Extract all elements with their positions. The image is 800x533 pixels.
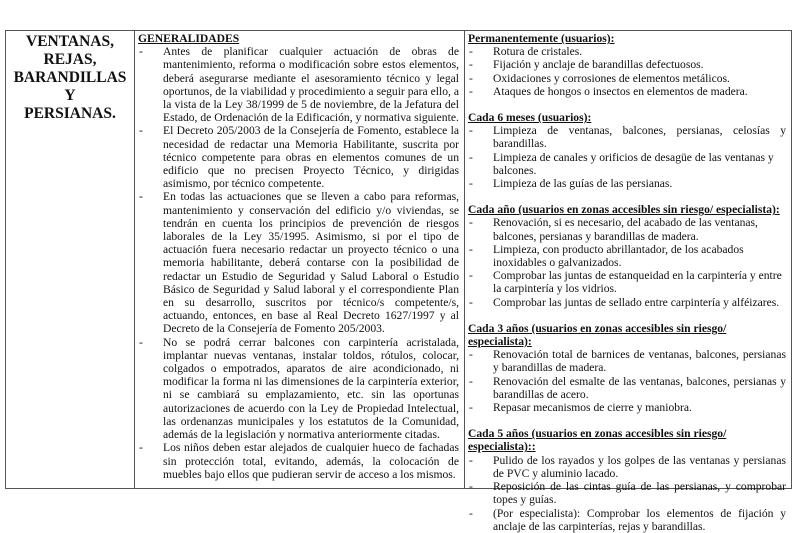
schedule-list [468, 216, 786, 308]
list-item-text: Limpieza de ventanas, balcones, persianas, celosías y barandillas. [493, 124, 786, 151]
element-title-line: PERSIANAS. [24, 105, 116, 122]
schedule-heading: Cada 5 años (usuarios en zonas accesibles sin riesgo/ especialista):: [468, 427, 727, 454]
list-item-text: Comprobar las juntas de sellado entre carpintería y alféizares. [493, 295, 780, 309]
list-item-text: Repasar mecanismos de cierre y maniobra. [493, 401, 692, 415]
list-item [138, 124, 459, 190]
dash-bullet-icon: - [469, 124, 473, 138]
dash-bullet-icon: - [469, 374, 473, 388]
generalidades-heading: GENERALIDADES [138, 32, 240, 45]
list-item [468, 72, 786, 85]
list-item-text: Fijación y anclaje de barandillas defectuosos. [493, 58, 704, 72]
dash-bullet-icon: - [469, 71, 473, 85]
list-item [138, 45, 459, 124]
dash-bullet-icon: - [139, 190, 143, 204]
list-item [468, 124, 786, 150]
schedule-heading: Permanentemente (usuarios): [468, 32, 615, 45]
list-item [468, 296, 786, 309]
list-item-text: Ataques de hongos o insectos en elementos de madera. [493, 84, 748, 98]
dash-bullet-icon: - [469, 453, 473, 467]
schedule-section-3-years [468, 322, 786, 414]
dash-bullet-icon: - [469, 45, 473, 59]
generalidades-list [138, 45, 459, 481]
dash-bullet-icon: - [469, 177, 473, 191]
dash-bullet-icon: - [469, 150, 473, 164]
maintenance-schedule-cell [465, 31, 791, 533]
dash-bullet-icon: - [469, 58, 473, 72]
list-item-text: Limpieza, con producto abrillantador, de los acabados inoxidables o galvanizados. [493, 242, 744, 270]
list-item-text: Rotura de cristales. [493, 45, 583, 59]
dash-bullet-icon: - [469, 348, 473, 362]
list-item [138, 441, 459, 481]
list-item [468, 216, 786, 242]
list-item [468, 454, 786, 480]
list-item [138, 336, 459, 442]
schedule-section-permanent [468, 32, 786, 98]
maintenance-table [5, 30, 792, 533]
dash-bullet-icon: - [469, 84, 473, 98]
dash-bullet-icon: - [469, 480, 473, 494]
dash-bullet-icon: - [469, 216, 473, 230]
list-item [468, 85, 786, 98]
list-item [468, 348, 786, 374]
list-item [468, 375, 786, 401]
list-item [468, 480, 786, 506]
element-title-line: VENTANAS, [26, 33, 114, 50]
element-title-line: BARANDILLAS Y [13, 69, 127, 104]
list-item-text: Limpieza de canales y orificios de desagüe de las ventanas y balcones. [493, 150, 774, 177]
list-item [468, 507, 786, 533]
dash-bullet-icon: - [469, 506, 473, 520]
schedule-section-5-years [468, 427, 786, 533]
schedule-list [468, 45, 786, 98]
generalidades-cell [135, 31, 465, 488]
list-item-text: Pulido de los rayados y los golpes de las ventanas y persianas de PVC y aluminio lacado. [493, 453, 786, 480]
schedule-heading: Cada 3 años (usuarios en zonas accesibles sin riesgo/ especialista): [468, 321, 727, 349]
dash-bullet-icon: - [139, 45, 143, 59]
list-item-text: No se podrá cerrar balcones con carpintería acristalada, implantar nuevas ventanas, instalar toldos, rótulos, colocar, colgados o empotrados, aparatos de aire acondicionado, ni modificar la forma ni las dimensiones de la carpintería exterior, ni se cambiará su emplazamiento, etc. sin las oportunas autorizaciones de acuerdo con la Ley de Propiedad Intelectual, las ordenanzas municipales y los estatutos de la Comunidad, además de la legislación y normativa anteriormente citadas. [163, 335, 459, 442]
list-item [468, 401, 786, 414]
list-item-text: Renovación del esmalte de las ventanas, balcones, persianas y barandillas de acero. [493, 374, 786, 401]
schedule-list [468, 454, 786, 533]
list-item-text: Renovación, si es necesario, del acabado de las ventanas, balcones, persianas y barandillas de madera. [493, 216, 758, 243]
schedule-section-yearly [468, 203, 786, 309]
list-item-text: En todas las actuaciones que se lleven a cabo para reformas, mantenimiento y conservación del edificio y/o viviendas, se tendrán en cuenta los principios de prevención de riesgos laborales de la Ley 35/1995. Asimismo, si por el tipo de actuación fuera necesario redactar un proyecto técnico o una memoria habilitante, deberá contarse con la posibilidad de redactar un Estudio de Seguridad y Salud Laboral o Estudio Básico de Seguridad y Salud laboral y el correspondiente Plan en su desarrollo, suscritos por técnico/s competente/s, actuando, entonces, en base al Real Decreto 1627/1997 y al Decreto de la Consejería de Fomento 205/2003. [163, 190, 459, 336]
list-item [468, 45, 786, 58]
list-item [468, 177, 786, 190]
list-item-text: El Decreto 205/2003 de la Consejería de Fomento, establece la necesidad de redactar una Memoria Habilitante, suscrita por técnico competente para obras en elementos comunes de un edificio que no precisen Proyecto Técnico, y dirigidas asimismo, por técnico competente. [163, 124, 459, 191]
schedule-heading: Cada año (usuarios en zonas accesibles sin riesgo/ especialista): [468, 203, 780, 217]
dash-bullet-icon: - [139, 124, 143, 138]
list-item-text: Comprobar las juntas de estanqueidad en la carpintería y entre la carpintería y los vidrios. [493, 269, 782, 296]
list-item-text: Reposición de las cintas guía de las persianas, y comprobar topes y guías. [493, 480, 786, 507]
list-item [138, 190, 459, 335]
dash-bullet-icon: - [139, 335, 143, 349]
element-title-cell [6, 31, 135, 488]
schedule-list [468, 124, 786, 190]
element-title-line: REJAS, [43, 51, 97, 68]
list-item-text: Los niños deben estar alejados de cualquier hueco de fachadas sin protección total, evitando, además, la colocación de muebles bajo ellos que pudieran servir de acceso a los mismos. [163, 441, 459, 481]
dash-bullet-icon: - [469, 401, 473, 415]
list-item [468, 243, 786, 269]
dash-bullet-icon: - [469, 269, 473, 283]
list-item [468, 269, 786, 295]
schedule-section-6-months [468, 111, 786, 190]
dash-bullet-icon: - [139, 441, 143, 455]
list-item-text: (Por especialista): Comprobar los elementos de fijación y anclaje de las carpinterías, rejas y barandillas. [493, 506, 786, 533]
dash-bullet-icon: - [469, 295, 473, 309]
list-item-text: Renovación total de barnices de ventanas, balcones, persianas y barandillas de madera. [493, 348, 786, 375]
list-item [468, 58, 786, 71]
list-item-text: Limpieza de las guías de las persianas. [493, 177, 673, 191]
schedule-list [468, 348, 786, 414]
list-item-text: Antes de planificar cualquier actuación de obras de mantenimiento, reforma o modificación sobre estos elementos, deberá asegurarse mediante el asesoramiento técnico y legal oportunos, de la viabilidad y procedimiento a seguir para ello, a la vista de la Ley 38/1999 de 5 de noviembre, de la Jefatura del Estado, de Ordenación de la Edificación, y normativa siguiente. [163, 45, 459, 125]
schedule-heading: Cada 6 meses (usuarios): [468, 111, 592, 125]
dash-bullet-icon: - [469, 242, 473, 256]
list-item [468, 151, 786, 177]
list-item-text: Oxidaciones y corrosiones de elementos metálicos. [493, 71, 730, 85]
